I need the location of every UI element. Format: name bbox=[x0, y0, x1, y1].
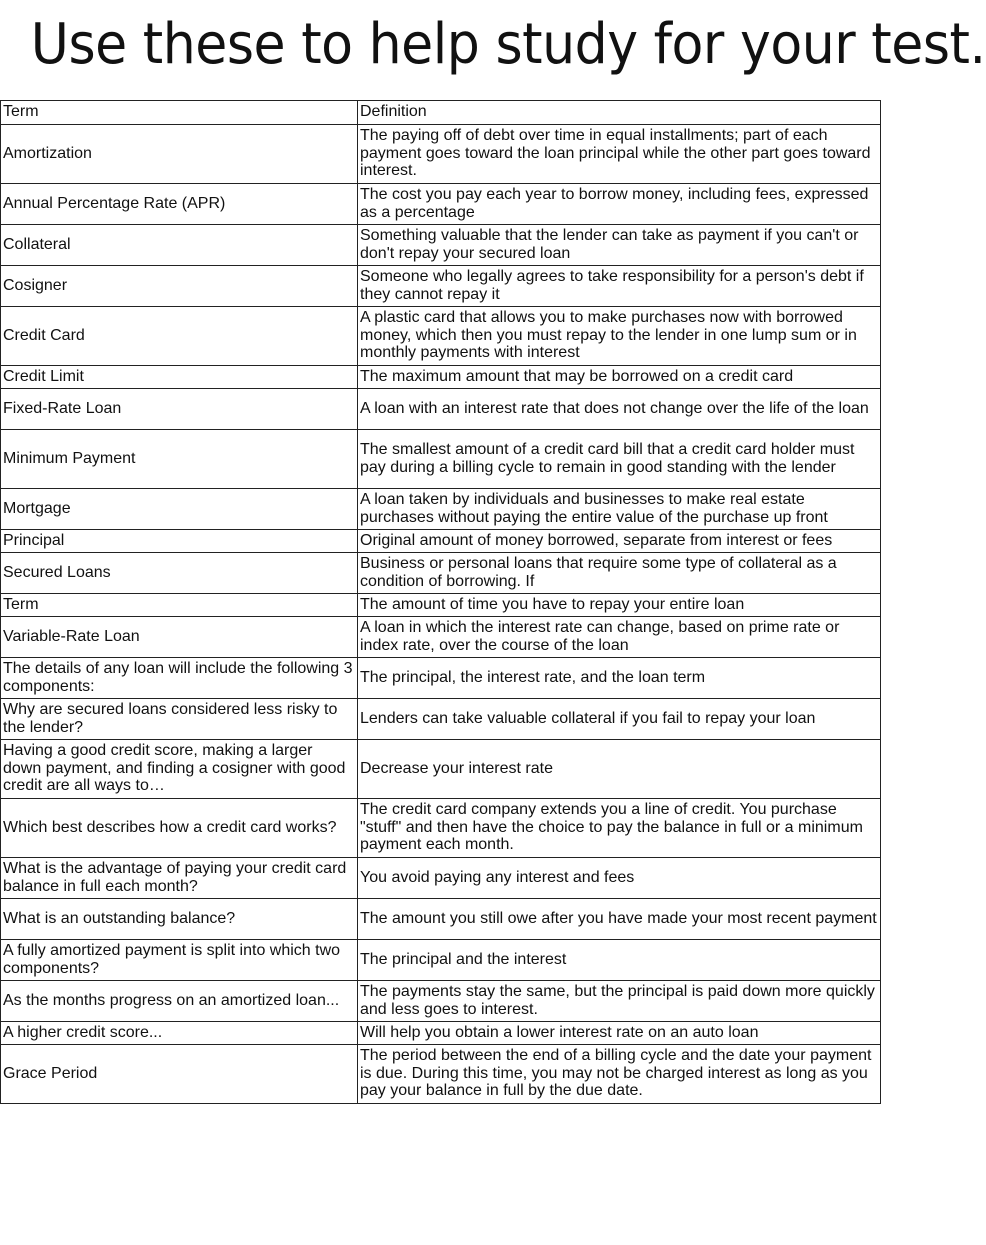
term-cell: Having a good credit score, making a larger down payment, and finding a cosigner with good credit are all ways to… bbox=[1, 740, 358, 799]
table-header-row bbox=[1, 101, 881, 125]
table-row bbox=[1, 266, 881, 307]
definition-cell: The principal and the interest bbox=[358, 940, 881, 981]
definition-cell: The smallest amount of a credit card bill that a credit card holder must pay during a billing cycle to remain in good standing with the lender bbox=[358, 430, 881, 489]
table-row bbox=[1, 617, 881, 658]
term-cell: Variable-Rate Loan bbox=[1, 617, 358, 658]
definition-cell: Will help you obtain a lower interest rate on an auto loan bbox=[358, 1022, 881, 1045]
term-cell: Mortgage bbox=[1, 489, 358, 530]
definition-cell: The paying off of debt over time in equal installments; part of each payment goes toward the loan principal while the other part goes toward interest. bbox=[358, 125, 881, 184]
definition-cell: Something valuable that the lender can take as payment if you can't or don't repay your secured loan bbox=[358, 225, 881, 266]
table-row bbox=[1, 125, 881, 184]
term-cell: Cosigner bbox=[1, 266, 358, 307]
definition-cell: Business or personal loans that require some type of collateral as a condition of borrowing. If bbox=[358, 553, 881, 594]
column-header-definition: Definition bbox=[358, 101, 881, 125]
table-row bbox=[1, 699, 881, 740]
table-row bbox=[1, 981, 881, 1022]
table-row bbox=[1, 430, 881, 489]
term-cell: What is an outstanding balance? bbox=[1, 899, 358, 940]
definition-cell: The amount you still owe after you have made your most recent payment bbox=[358, 899, 881, 940]
definition-cell: The amount of time you have to repay your entire loan bbox=[358, 594, 881, 617]
term-cell: Fixed-Rate Loan bbox=[1, 389, 358, 430]
table-row bbox=[1, 1045, 881, 1104]
table-row bbox=[1, 530, 881, 553]
table-row bbox=[1, 184, 881, 225]
table-row bbox=[1, 1022, 881, 1045]
definition-cell: A loan taken by individuals and businesses to make real estate purchases without paying the entire value of the purchase up front bbox=[358, 489, 881, 530]
definition-cell: A loan in which the interest rate can change, based on prime rate or index rate, over the course of the loan bbox=[358, 617, 881, 658]
table-row bbox=[1, 940, 881, 981]
glossary-body bbox=[1, 125, 881, 1104]
table-row bbox=[1, 225, 881, 266]
table-row bbox=[1, 740, 881, 799]
term-cell: What is the advantage of paying your credit card balance in full each month? bbox=[1, 858, 358, 899]
term-cell: Credit Card bbox=[1, 307, 358, 366]
definition-cell: A loan with an interest rate that does not change over the life of the loan bbox=[358, 389, 881, 430]
term-cell: Secured Loans bbox=[1, 553, 358, 594]
table-row bbox=[1, 594, 881, 617]
term-cell: Grace Period bbox=[1, 1045, 358, 1104]
table-row bbox=[1, 307, 881, 366]
table-row bbox=[1, 553, 881, 594]
definition-cell: The credit card company extends you a line of credit. You purchase "stuff" and then have the choice to pay the balance in full or a minimum payment each month. bbox=[358, 799, 881, 858]
table-row bbox=[1, 799, 881, 858]
term-cell: The details of any loan will include the following 3 components: bbox=[1, 658, 358, 699]
term-cell: Credit Limit bbox=[1, 366, 358, 389]
term-cell: Term bbox=[1, 594, 358, 617]
table-row bbox=[1, 366, 881, 389]
definition-cell: You avoid paying any interest and fees bbox=[358, 858, 881, 899]
term-cell: Which best describes how a credit card works? bbox=[1, 799, 358, 858]
definition-cell: The principal, the interest rate, and the loan term bbox=[358, 658, 881, 699]
definition-cell: The period between the end of a billing cycle and the date your payment is due. During this time, you may not be charged interest as long as you pay your balance in full by the due date. bbox=[358, 1045, 881, 1104]
table-row bbox=[1, 389, 881, 430]
term-cell: As the months progress on an amortized loan... bbox=[1, 981, 358, 1022]
definition-cell: The payments stay the same, but the principal is paid down more quickly and less goes to interest. bbox=[358, 981, 881, 1022]
page-title: Use these to help study for your test. bbox=[30, 12, 986, 77]
definition-cell: The maximum amount that may be borrowed on a credit card bbox=[358, 366, 881, 389]
glossary-table bbox=[0, 100, 881, 1104]
term-cell: A fully amortized payment is split into which two components? bbox=[1, 940, 358, 981]
term-cell: Annual Percentage Rate (APR) bbox=[1, 184, 358, 225]
definition-cell: Original amount of money borrowed, separate from interest or fees bbox=[358, 530, 881, 553]
table-row bbox=[1, 858, 881, 899]
term-cell: Collateral bbox=[1, 225, 358, 266]
table-row bbox=[1, 899, 881, 940]
table-row bbox=[1, 489, 881, 530]
definition-cell: Decrease your interest rate bbox=[358, 740, 881, 799]
column-header-term: Term bbox=[1, 101, 358, 125]
definition-cell: Someone who legally agrees to take responsibility for a person's debt if they cannot repay it bbox=[358, 266, 881, 307]
term-cell: Principal bbox=[1, 530, 358, 553]
definition-cell: The cost you pay each year to borrow money, including fees, expressed as a percentage bbox=[358, 184, 881, 225]
term-cell: Minimum Payment bbox=[1, 430, 358, 489]
definition-cell: A plastic card that allows you to make purchases now with borrowed money, which then you must repay to the lender in one lump sum or in monthly payments with interest bbox=[358, 307, 881, 366]
term-cell: Amortization bbox=[1, 125, 358, 184]
term-cell: Why are secured loans considered less risky to the lender? bbox=[1, 699, 358, 740]
table-row bbox=[1, 658, 881, 699]
definition-cell: Lenders can take valuable collateral if you fail to repay your loan bbox=[358, 699, 881, 740]
term-cell: A higher credit score... bbox=[1, 1022, 358, 1045]
